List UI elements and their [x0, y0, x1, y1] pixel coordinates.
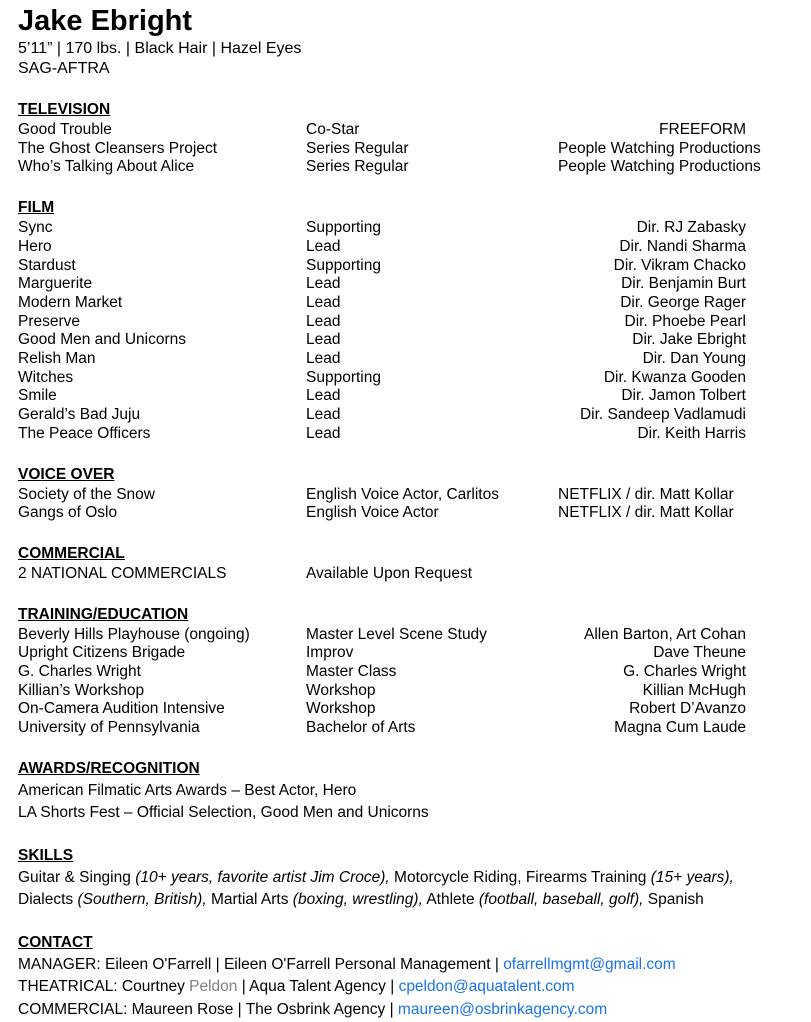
credit-title: Relish Man — [18, 350, 96, 368]
commercial-heading: COMMERCIAL — [18, 544, 125, 562]
credit-director: Dir. Jake Ebright — [632, 331, 746, 349]
credit-role: Co-Star — [306, 121, 360, 138]
credit-row — [18, 275, 746, 294]
voice-over-heading: VOICE OVER — [18, 465, 115, 483]
credit-row — [18, 158, 761, 177]
credit-row — [18, 406, 746, 425]
training-instructor: Allen Barton, Art Cohan — [584, 625, 746, 643]
training-institution: On-Camera Audition Intensive — [18, 700, 225, 718]
training-institution: Upright Citizens Brigade — [18, 644, 186, 662]
contact-text-segment: THEATRICAL: Courtney — [18, 978, 190, 996]
skills-text-segment: (Southern, British), — [77, 891, 207, 909]
credit-row — [18, 387, 746, 406]
training-institution: University of Pennsylvania — [18, 719, 200, 737]
skills-text-segment: Dialects — [18, 891, 78, 909]
skills-text-segment: (boxing, wrestling), — [292, 891, 423, 909]
actor-name: Jake Ebright — [18, 5, 193, 37]
contact-text-segment: MANAGER: Eileen O'Farrell | Eileen O'Farrell Personal Management | — [18, 955, 504, 973]
skills-text-segment: Guitar & Singing — [18, 868, 136, 886]
credit-title: The Ghost Cleansers Project — [18, 139, 218, 157]
credit-title: Who’s Talking About Alice — [18, 158, 195, 176]
union-affiliation: SAG-AFTRA — [18, 60, 110, 77]
credit-role: Lead — [306, 387, 341, 405]
credit-title: Sync — [18, 219, 53, 237]
training-course: Workshop — [306, 681, 376, 699]
awards-heading: AWARDS/RECOGNITION — [18, 759, 200, 777]
contact-line-commercial — [18, 999, 793, 1022]
credit-role: Lead — [306, 406, 341, 424]
training-course: Bachelor of Arts — [306, 719, 416, 737]
credit-company — [558, 565, 746, 584]
credit-row — [18, 219, 746, 238]
training-course: Improv — [306, 644, 354, 662]
training-course: Master Level Scene Study — [306, 625, 487, 643]
television-heading: TELEVISION — [18, 101, 111, 118]
credit-director: Dir. Jamon Tolbert — [621, 387, 746, 405]
email-link[interactable]: ofarrellmgmt@gmail.com — [503, 955, 676, 973]
credit-role: Supporting — [306, 256, 381, 274]
training-institution: Beverly Hills Playhouse (ongoing) — [18, 625, 250, 643]
section-training — [18, 605, 793, 738]
credit-network-director: NETFLIX / dir. Matt Kollar — [558, 485, 734, 503]
training-course: Workshop — [306, 700, 376, 718]
film-rows — [18, 219, 746, 443]
credit-title: Society of the Snow — [18, 485, 155, 503]
section-television — [18, 100, 793, 177]
credit-title: Smile — [18, 387, 57, 405]
contact-line-theatrical — [18, 976, 793, 999]
credit-director: Dir. RJ Zabasky — [636, 219, 746, 237]
training-institution: Killian’s Workshop — [18, 681, 145, 699]
credit-title: Gangs of Oslo — [18, 504, 118, 522]
credit-role: Lead — [306, 293, 341, 311]
television-rows — [18, 121, 761, 177]
training-institution: G. Charles Wright — [18, 663, 141, 681]
award-line: LA Shorts Fest – Official Selection, Good Men and Unicorns — [18, 804, 429, 822]
credit-row — [18, 369, 746, 388]
contact-text-segment: | Aqua Talent Agency | — [237, 978, 399, 996]
credit-director: Dir. Nandi Sharma — [619, 237, 746, 255]
skills-text-segment: (football, baseball, golf), — [478, 891, 644, 909]
credit-role: Lead — [306, 350, 341, 368]
credit-row — [18, 350, 746, 369]
credit-director: Dir. Sandeep Vadlamudi — [579, 406, 746, 424]
training-row — [18, 626, 746, 645]
credit-role: Lead — [306, 237, 341, 255]
awards-lines — [18, 780, 793, 825]
credit-role: Lead — [306, 275, 341, 293]
credit-role: Series Regular — [306, 158, 409, 176]
credit-row — [18, 294, 746, 313]
credit-title: Preserve — [18, 312, 81, 330]
commercial-rows — [18, 565, 746, 584]
credit-company: People Watching Productions — [558, 139, 761, 157]
credit-director: Dir. Vikram Chacko — [613, 256, 746, 274]
training-instructor: Magna Cum Laude — [614, 719, 746, 737]
training-row — [18, 682, 746, 701]
credit-row — [18, 139, 761, 159]
credit-company: FREEFORM — [659, 121, 746, 138]
section-contact — [18, 933, 793, 1022]
credit-row — [18, 331, 746, 350]
credit-director: Dir. Phoebe Pearl — [624, 312, 746, 330]
credit-row — [18, 425, 746, 444]
credit-row — [18, 257, 746, 276]
skills-text-segment: Motorcycle Riding, Firearms Training — [389, 868, 651, 886]
credit-director: Dir. George Rager — [620, 293, 746, 311]
section-voice-over — [18, 465, 793, 523]
skills-text-segment: Athlete — [422, 891, 479, 909]
credit-row — [18, 486, 746, 505]
credit-title: Modern Market — [18, 293, 123, 311]
commercial-availability: Available Upon Request — [306, 564, 473, 582]
credit-title: Gerald’s Bad Juju — [18, 406, 141, 424]
section-commercial — [18, 544, 793, 584]
credit-row — [18, 238, 746, 257]
email-link[interactable]: maureen@osbrinkagency.com — [397, 1000, 608, 1018]
skills-line-2 — [18, 889, 793, 912]
credit-director: Dir. Benjamin Burt — [621, 275, 746, 293]
credit-title: Good Men and Unicorns — [18, 331, 187, 349]
training-course: Master Class — [306, 663, 397, 681]
credit-row — [18, 313, 746, 332]
commercial-count: 2 NATIONAL COMMERCIALS — [18, 564, 227, 582]
credit-title: Good Trouble — [18, 121, 112, 138]
skills-heading: SKILLS — [18, 846, 74, 864]
training-heading: TRAINING/EDUCATION — [18, 605, 189, 623]
credit-role: Lead — [306, 331, 341, 349]
credit-title: Hero — [18, 237, 52, 255]
training-row — [18, 719, 746, 738]
credit-role: Lead — [306, 312, 341, 330]
credit-role: Series Regular — [306, 139, 409, 157]
training-row — [18, 644, 746, 663]
contact-text-segment: COMMERCIAL: Maureen Rose | The Osbrink Agency | — [18, 1000, 398, 1018]
training-instructor: Dave Theune — [653, 644, 746, 662]
credit-title: The Peace Officers — [18, 424, 151, 442]
credit-row — [18, 504, 746, 523]
credit-director: Dir. Keith Harris — [637, 424, 746, 442]
training-instructor: Robert D’Avanzo — [629, 700, 746, 718]
contact-segments — [18, 978, 399, 995]
credit-role: Supporting — [306, 219, 381, 237]
credit-role: English Voice Actor — [306, 504, 439, 522]
contact-segments — [18, 956, 503, 973]
contact-segments — [18, 1001, 398, 1018]
email-link[interactable]: cpeldon@aquatalent.com — [398, 978, 575, 996]
training-instructor: G. Charles Wright — [623, 663, 746, 681]
credit-title: Marguerite — [18, 275, 93, 293]
credit-row — [18, 565, 746, 584]
training-instructor: Killian McHugh — [642, 681, 746, 699]
credit-role: Lead — [306, 424, 341, 442]
section-skills — [18, 846, 793, 912]
credit-row — [18, 121, 746, 140]
credit-director: Dir. Kwanza Gooden — [603, 368, 746, 386]
training-row — [18, 663, 746, 682]
contact-text-segment: Peldon — [189, 978, 238, 996]
section-film — [18, 198, 793, 443]
training-row — [18, 700, 746, 719]
credit-role: Supporting — [306, 368, 381, 386]
award-line: American Filmatic Arts Awards – Best Actor, Hero — [18, 781, 357, 799]
credit-title: Stardust — [18, 256, 76, 274]
credit-role: English Voice Actor, Carlitos — [306, 485, 499, 503]
credit-company: People Watching Productions — [558, 158, 761, 176]
contact-line-manager — [18, 954, 793, 977]
credit-network-director: NETFLIX / dir. Matt Kollar — [558, 504, 734, 522]
skills-text-segment: (10+ years, favorite artist Jim Croce), — [135, 868, 390, 886]
skills-text-segment: Martial Arts — [206, 891, 293, 909]
training-rows — [18, 626, 746, 738]
contact-heading: CONTACT — [18, 933, 93, 951]
skills-text-segment: (15+ years), — [650, 868, 734, 886]
skills-line-1 — [18, 867, 793, 890]
film-heading: FILM — [18, 199, 55, 217]
credit-director: Dir. Dan Young — [642, 350, 746, 368]
voice-over-rows — [18, 486, 746, 523]
section-awards — [18, 759, 793, 825]
skills-text-segment: Spanish — [643, 891, 704, 909]
credit-title: Witches — [18, 368, 74, 386]
physical-stats: 5’11” | 170 lbs. | Black Hair | Hazel Eyes — [18, 40, 302, 57]
